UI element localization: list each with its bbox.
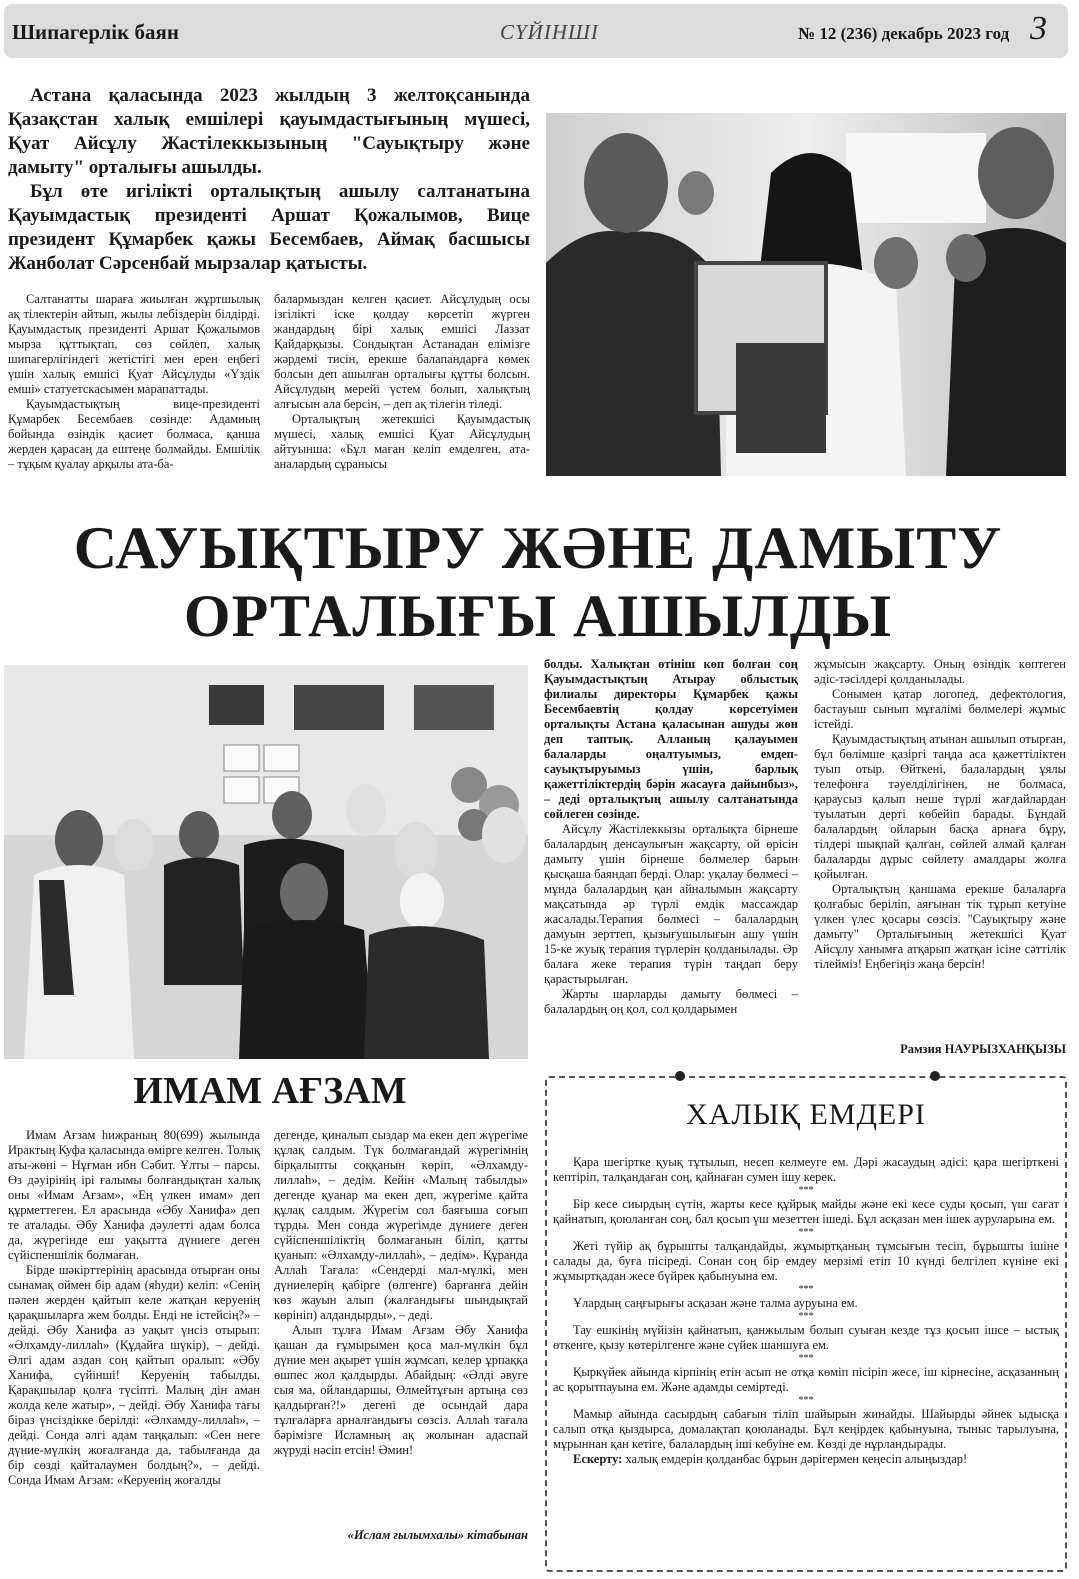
remedy-separator: *** — [798, 1311, 814, 1322]
col4-p3: Қауымдастықтың атынан ашылып отырған, бұл бөлімше қазіргі таңда аса қажеттіліктен туып отыр. Өйткені, балалардың ұялы телефонға тәуелділігінен, не болмаса, қараусыз қалып неше түрлі жағдайлардан туылатын дерті көбейіп барады. Бұндай балалардың ойларын басқа арнаға бұру, тілдері шықпай қалған, сөйлей алмай қалған балаларды дұрыс сөйлету амалдары жолға қойылған. — [814, 732, 1066, 881]
warning-text: халық емдерін қолданбас бұрын дәрігермен кеңесіп алыңыздар! — [622, 1452, 968, 1466]
article-column-1 — [8, 292, 260, 472]
remedy-item: Мамыр айында сасырдың сабағын тіліп шайырын жинайды. Шайырды әйнек ыдысқа салып отқа қыздырса, домалақтап қоюланады. Бұл кеңірдек қабынуына, тыныс тарылуына, мұрыннан қан кетіге, балалардың іші кебуіне ем. Көзді де нұрландырады. — [553, 1407, 1059, 1451]
imam-source: «Ислам ғылымхалы» кітабынан — [347, 1528, 528, 1542]
imam-p3: дегенде, қиналып сыздар ма екен деп жүрегіме құлақ салдым. Түк болмағандай жүрегімнің бірқалыпты соққанын көріп, «Әлхамду-лиллаһ», – дедім. Кейін «Малың табылды» дегенде қуанар ма екен деп, жүрегіме қайта құлақ салдым. Жүрегім сол баяғыша соғып тұрды. Мен сонда жүрегімде дүниеге деген сүйіспеншіліктің болмағанын біліп, қатты қуанып: «Әлхамду-лиллаһ», – дедім». Құранда Аллаһ Тағала: «Сендерді мал-мүлкі, мен дүниелерің қабірге (өлгенге) барғанға дейін көз жауын алып (жалғандығы шындықтай көрініп) алдандырды», – деді. — [274, 1128, 528, 1322]
col4-p4: Орталықтың қаншама ерекше балаларға қолғабыс беріліп, аяғынан тік тұрып кетуіне үлкен үлес қосары сөзсіз. "Сауықтыру және дамыту" Орталығының жетекшісі Қуат Айсұлу ханымға атқарып жатқан ісіне сәттілік тілеймiз! Еңбегіңіз жаңа берсін! — [814, 882, 1066, 971]
col3-p1: болды. Халықтан өтініш көп болған соң Қауымдастықтың Атырау облыстық филиалы директоры Құмарбек қажы Бесембаевтің қолдау көрсетуімен орталықты Астана қаласынан ашуды жөн деп таптық. Алланың қалауымен балаларды оңалтуымыз, емдеп-сауықтыруымыз үшін, барлық қажеттіліктердің бәрін жасауға дайынбыз», – деді орталықтың ашылу салтанатында сөйлеген сөзінде. — [544, 657, 798, 821]
lead-p1: Астана қаласында 2023 жылдың 3 желтоқсанында Қазақстан халық емшілері қауымдастығының мүшесі, Қуат Айсұлу Жастілеккызының "Сауықтыру және дамыту" орталығы ашылды. — [8, 85, 530, 178]
remedy-item: Ұлардың саңғырығы асқазан және талма ауруына ем. — [573, 1296, 858, 1310]
col4-p2: Сонымен қатар логопед, дефектология, бастауыш сынып мұғалімі бөлмелері жұмыс істейді. — [814, 687, 1066, 731]
lead-paragraph — [8, 84, 530, 276]
group-photo — [4, 665, 528, 1059]
imam-p1: Имам Ағзам һижраның 80(699) жылында Ирактың Куфа қаласында өмірге келген. Толық аты-жөні – Нұғман ибн Сәбит. Ұлты – парсы. Өз дәуірінің ірі ғалымы болғандықтан халық оны «Имам Ағзам», «Ең үлкен имам» деп құрметтеген. Ел арасында «Әбу Ханифа» деп те аталады. Әбу Ханифа дәулетті адам болса да, жүрегінде еш уақытта дүниеге деген сүйіспеншілік болмаған. — [8, 1128, 260, 1262]
remedy-separator: *** — [798, 1284, 814, 1295]
article-column-2 — [274, 292, 530, 472]
headline-line-1: САУЫҚТЫРУ ЖӘНЕ ДАМЫТУ — [73, 515, 1003, 581]
section-name: СҮЙІНШІ — [500, 20, 599, 44]
imam-p2: Бірде шәкірттерінің арасында отырған оны сынамақ оймен бір адам (яһуди) келіп: «Сенің пәлен жерден қайтып келе жатқан керуенің қарақшыларға жем болды. Енді не істейсің?» – дейді. Әбу Ханифа аз уақыт үнсіз отырып: «Әлхамду-лиллаһ» (Құдайға шүкір), – дейді. Әлгі адам аздан соң қайтып оралып: «Әбу Ханифа, сүйінші! Керуенің табылды. Қарақшылар қолға түсіпті. Малың дін аман жолда келе жатыр», – дейді. Әбу Ханифа тағы біраз үнсіздікке берілді: «Әлхамду-лиллаһ», – дейді. Сонда әлгі адам таңқалып: «Сен неге дүние-мүлкің жоғалғанда да, табылғанда да бір сөзді қайталаумен болдың?», – дейді. Сонда Имам Ағзам: «Керуенің жоғалды — [8, 1263, 260, 1487]
remedy-item: Тау ешкінің мүйізін қайнатып, қанжылым болып суыған кезде тұз қосып ішсе – ыстық өткенге, қызу көтерілгенге және сүйек шаншуға ем. — [553, 1323, 1059, 1352]
folk-remedies-title: ХАЛЫҚ ЕМДЕРІ — [686, 1098, 926, 1131]
newspaper-title: Шипагерлік баян — [12, 20, 179, 44]
article-author: Рамзия НАУРЫЗХАНҚЫЗЫ — [900, 1042, 1066, 1056]
col1-p2: Қауымдастықтың вице-президенті Құмарбек Бесембаев сөзінде: Адамның бойында өзіндік қасиет болмаса, қанша жерден қарасаң да ештеңе болмайды. Емшілік – тұқым қуалау арқылы ата-ба- — [8, 397, 260, 471]
remedy-item: Қара шегіртке қуық тұтылып, несеп келмеуге ем. Дәрі жасаудың әдісі: қара шегірткені кептіріп, талқандаған соң, қайнаған сумен ішу керек. — [553, 1155, 1059, 1184]
imam-p4: Алып тұлға Имам Ағзам Әбу Ханифа қашан да ғұмырымен қоса мал-мүлкін бұл дүние мен ақырет үшін жұмсап, келер ұрпаққа өшпес жол қалдырды. Абайдың: «Әлді әвуге сыя ма, ойландаршы, Өлмейтұғын артыңа сөз қалдырған?!» дегені де осындай дара тұлғаларға арналғандығы сөзсіз. Аллаһ тағала бәрімізге Исламның ақ жолынан адаспай жүруді нәсіп етсін! Әмин! — [274, 1323, 528, 1457]
folk-remedies-text — [553, 1155, 1059, 1467]
remedy-separator: *** — [798, 1353, 814, 1364]
col3-p3: Жарты шарларды дамыту бөлмесі – балалардың оң қол, сол қолдарымен — [544, 987, 798, 1016]
issue-info: № 12 (236) декабрь 2023 год — [798, 24, 1010, 43]
imam-title: ИМАМ АҒЗАМ — [133, 1070, 407, 1112]
page-number: 3 — [1030, 10, 1047, 47]
article-column-4 — [814, 657, 1066, 972]
ceremony-photo — [546, 113, 1066, 476]
remedy-separator: *** — [798, 1395, 814, 1406]
col1-p1: Салтанатты шараға жиылған жұртшылық ақ тілектерін айтып, жылы лебіздерін білдірді. Қауымдастық президенті Аршат Қожалымов мырза құттықтап, сөз сөйлеп, халық шипагерлігіндегі жетістігі мен ерен еңбегі үшін халық емшісі Қуат Айсұлуды «Үздік емші» статуетскасымен марапаттады. — [8, 292, 260, 396]
imam-column-2 — [274, 1128, 528, 1458]
remedy-item: Жеті түйір ақ бұрышты талқандайды, жұмыртқаның тұмсығын тесіп, бұрышты ішіне салады да, буға пісіреді. Сонан соң бір емдеу мерзімі етіп 10 күнді белгілеп күніне екі жұмыртқадан жесе бүйрек қабынуына ем. — [553, 1239, 1059, 1283]
remedy-separator: *** — [798, 1227, 814, 1238]
remedy-item: Қыркүйек айында кірпінің етін асып не отқа көміп пісіріп жесе, іш кірнесіне, асқазанның ас қорытпауына ем. Және адамды семіртеді. — [553, 1365, 1059, 1394]
headline-line-2: ОРТАЛЫҒЫ АШЫЛДЫ — [183, 583, 893, 649]
remedy-warning — [553, 1452, 1059, 1467]
lead-p2: Бұл өте игілікті орталықтың ашылу салтанатына Қауымдастық президенті Аршат Қожалымов, Вице президент Құмарбек қажы Бесембаев, Аймақ басшысы Жанболат Сәрсенбай мырзалар қатысты. — [8, 181, 530, 274]
warning-label: Ескерту: — [573, 1452, 623, 1466]
col4-p1: жұмысын жақсарту. Оның өзіндік көптеген әдіс-тәсілдері қолданылады. — [814, 657, 1066, 686]
remedy-item: Бір кесе сиырдың сүтін, жарты кесе құйрық майды және екі кесе суды қосып, үш сағат қайнатып, қоюланған соң, бал қосып үш мезеттен ішеді. Бұл асқазан мен ішек ауруларына ем. — [553, 1197, 1059, 1226]
col2-p1: балармыздан келген қасиет. Айсұлудың осы ізгілікті іске қолдау көрсетіп жүрген жандардың бірі халық емшісі Лаззат Қайдарқызы. Сондықтан Астанадан елімізге жәрдемі тисін, ерекше балапандарға көмек болсын деп ашылған орталығы құтты болсын. Айсұлудың мерейі үстем болып, халықтың алғысын ала берсін, – деп ақ тілегін тіледі. — [274, 292, 530, 411]
imam-column-1 — [8, 1128, 260, 1488]
box-ornament-right — [930, 1071, 940, 1081]
col2-p2: Орталықтың жетекшісі Қауымдастық мүшесі, халық емшісі Қуат Айсұлудың айтуынша: «Бұл маған келіп емделген, ата-аналардың сұранысы — [274, 412, 530, 471]
main-headline — [8, 514, 1068, 650]
box-ornament-left — [675, 1071, 685, 1081]
remedy-separator: *** — [798, 1185, 814, 1196]
col3-p2: Айсұлу Жастілеккызы орталықта бірнеше балалардың денсаулығын жақсарту, ой өрісін дамыту үшін бірнеше бөлмелер барын қысқаша баяндап берді. Олар: уқалау бөлмесі – мұнда балалардың қан айналымын жақсарту мақсатында әр түрлі емдік массаждар жасалады.Терапия бөлмесі – балалардың дамуын зерттеп, қызығушылығын ашу үшін 15-ке жуық терапия түрлерін қолданылады. Әр балаға жеке терапия түрін таңдап беру қарастырылған. — [544, 822, 798, 986]
article-column-3 — [544, 657, 798, 1017]
